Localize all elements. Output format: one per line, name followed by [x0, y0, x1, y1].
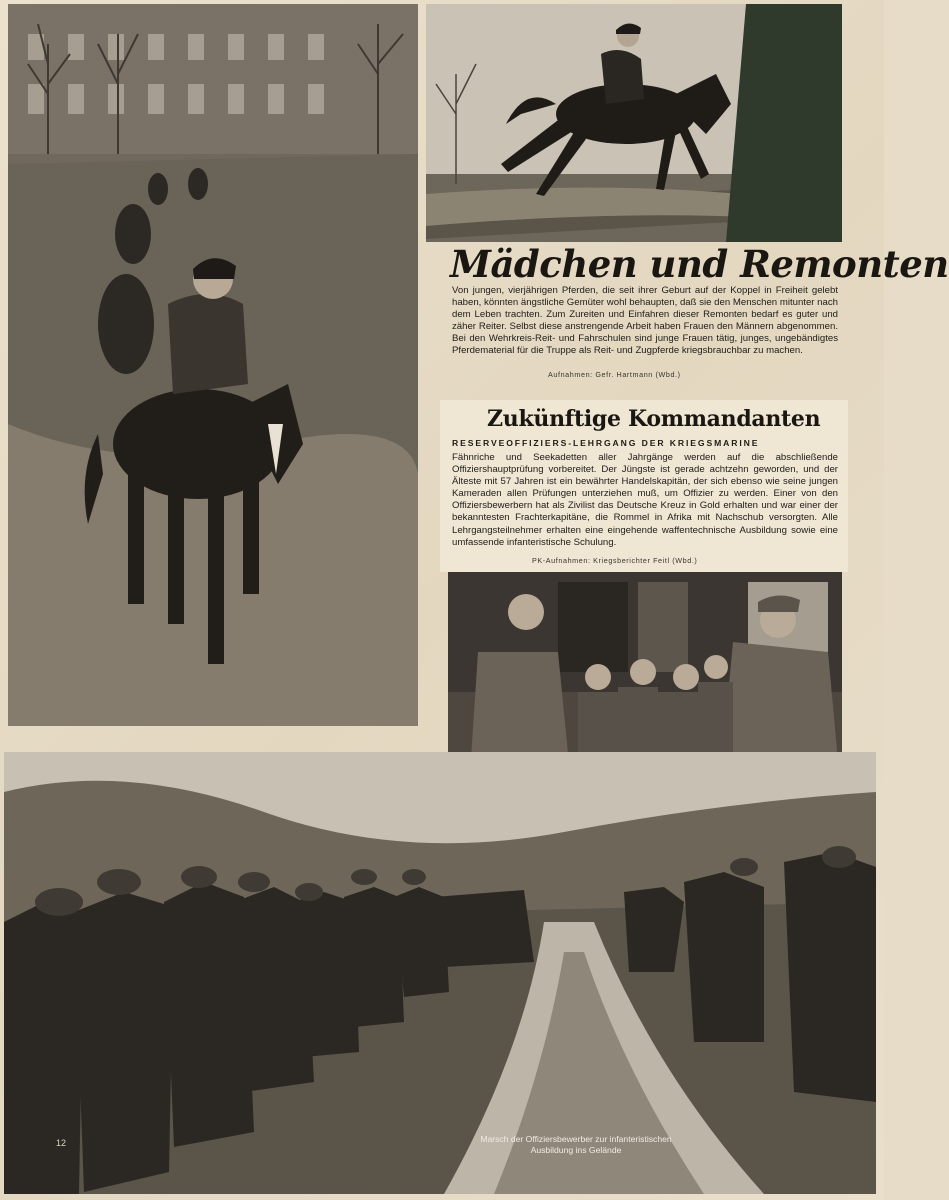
- photo-credit-feitl: PK-Aufnahmen: Kriegsberichter Feitl (Wbd.): [532, 556, 698, 565]
- photo-horse-jumping-log: [426, 4, 842, 242]
- article-title-zukuenftige-kommandanten: Zukünftige Kommandanten: [487, 406, 821, 432]
- photo-soldiers-marching-muddy-road: [4, 752, 876, 1194]
- photo-credit-hartmann: Aufnahmen: Gefr. Hartmann (Wbd.): [548, 370, 681, 379]
- photo-caption-marsch: Marsch der Offiziersbewerber zur infanteristischen Ausbildung ins Gelände: [480, 1134, 672, 1155]
- article-body-kommandanten: Fähnriche und Seekadetten aller Jahrgänge werden auf die abschließende Offiziershauptprüfung vorbereitet. Der Jüngste ist gerade achtzehn geworden, und der Älteste mit 57 Jahren ist ein bewährter Handelskapitän, der sich ebenso wie seine jungen Kameraden allen Prüfungen unterziehen muß, um Offizier zu werden. Einer von den Offiziersbewerbern hat als Zivilist das Deutsche Kreuz in Gold erhalten und war einer der bekanntesten Frachterkapitäne, die Rommel in Afrika mit Nachschub versorgten. Alle Lehrgangsteilnehmer erhalten eine eingehende waffentechnische Ausbildung sowie eine umfassende infanteristische Schulung.: [452, 452, 838, 548]
- article-body-remonten: Von jungen, vierjährigen Pferden, die seit ihrer Geburt auf der Koppel in Freiheit gelebt haben, könnten ängstliche Gemüter wohl behaupten, daß sie den Menschen mitunter nach dem Leben trachten. Zum Zureiten und Einfahren dieser Remonten bedarf es guter und zäher Reiter. Selbst diese anstrengende Arbeit haben Frauen den Männern abgenommen. Bei den Wehrkreis-Reit- und Fahrschulen sind junge Frauen tätig, junges, ungebändigtes Pferdematerial für die Truppe als Reit- und Zugpferde kriegsbrauchbar zu machen.: [452, 285, 838, 357]
- photo-women-riding-horses: [8, 4, 418, 726]
- page-number: 12: [56, 1138, 67, 1148]
- article-title-maedchen-und-remonten: Mädchen und Remonten: [450, 242, 949, 286]
- article-subtitle-reserveoffiziers-lehrgang: RESERVEOFFIZIERS-LEHRGANG DER KRIEGSMARINE: [452, 438, 760, 448]
